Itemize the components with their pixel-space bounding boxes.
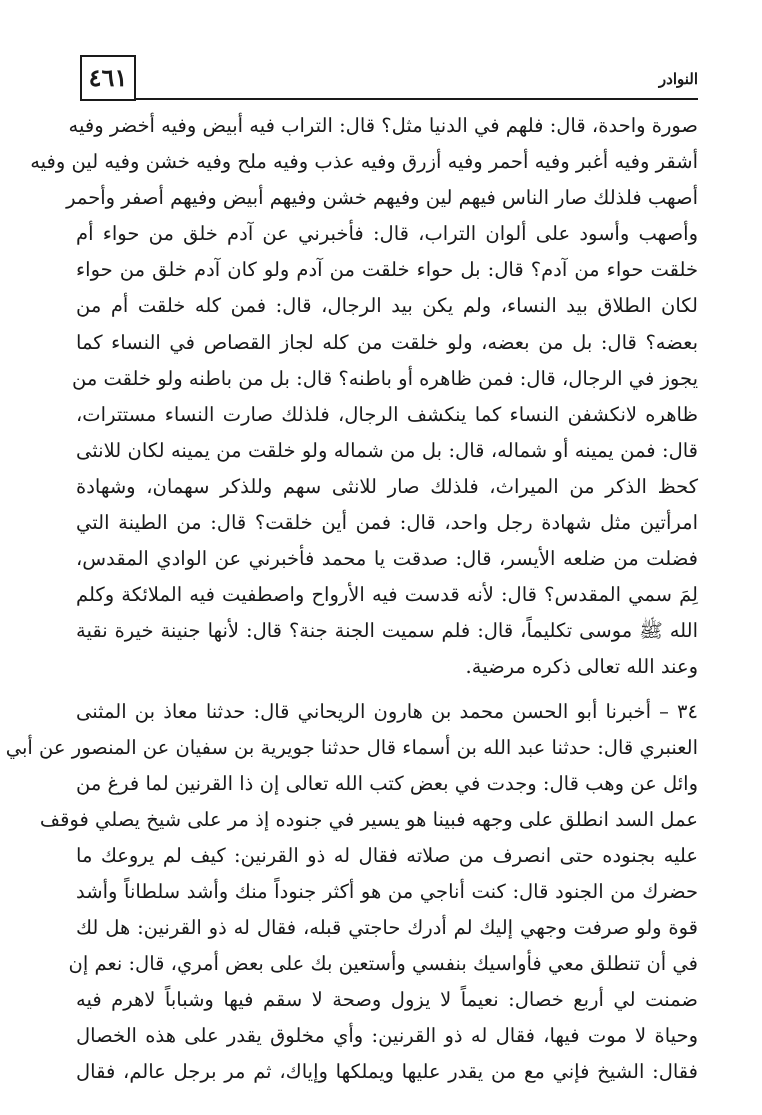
text-line: يجوز في الرجال، قال: فمن ظاهره أو باطنه؟ قال: بل من باطنه ولو خلقت من (72, 366, 698, 390)
text-line: لِمَ سمي المقدس؟ قال: لأنه قدست فيه الأرواح واصطفيت فيه الملائكة وكلم (76, 583, 698, 607)
text-line: وعند الله تعالى ذكره مرضية. (465, 655, 698, 679)
text-line: قال: فمن يمينه أو شماله، قال: بل من شماله ولو خلقت من يمينه لكان للانثى (76, 438, 698, 462)
text-line: أصهب فلذلك صار الناس فيهم لين وفيهم خشن وفيهم أبيض وفيهم أصفر وأحمر (66, 186, 698, 210)
text-line: فضلت من ضلعه الأيسر، قال: صدقت يا محمد فأخبرني عن الوادي المقدس، (76, 547, 698, 571)
text-line: حضرك من الجنود قال: كنت أناجي من هو أكثر جنوداً منك وأشد سلطاناً وأشد (76, 879, 698, 903)
text-line: عمل السد انطلق على وجهه فبينا هو يسير في جنوده إذ مر على شيخ يصلي فوقف (39, 807, 698, 831)
page-number: ٤٦١ (80, 55, 136, 101)
paragraph-2 (5, 694, 698, 1091)
text-line: وأصهب وأسود على ألوان التراب، قال: فأخبرني عن آدم خلق من حواء أم (76, 222, 698, 246)
text-line: بعضه؟ قال: بل من بعضه، ولو خلقت من كله لجاز القصاص في النساء كما (76, 330, 698, 354)
text-line: خلقت حواء من آدم؟ قال: بل حواء خلقت من آدم ولو كان آدم خلق من حواء (76, 258, 698, 282)
text-line: قوة ولو صرفت وجهي إليك لم أدرك حاجتي قبله، فقال له ذو القرنين: هل لك (76, 916, 698, 940)
text-line: لكان الطلاق بيد النساء، ولم يكن بيد الرجال، قال: فمن كله خلقت أم من (76, 294, 698, 318)
text-line: العنبري قال: حدثنا عبد الله بن أسماء قال حدثنا جويرية بن سفيان عن المنصور عن أبي (5, 735, 698, 759)
text-line: أشقر وفيه أغبر وفيه أحمر وفيه أزرق وفيه عذب وفيه ملح وفيه خشن وفيه لين وفيه (30, 150, 698, 174)
header-rule (134, 98, 698, 100)
text-line: ٣٤ – أخبرنا أبو الحسن محمد بن هارون الريحاني قال: حدثنا معاذ بن المثنى (76, 699, 698, 723)
text-line: في أن تنطلق معي فأواسيك بنفسي وأستعين بك على بعض أمري، قال: نعم إن (68, 952, 698, 976)
paragraph-gap (76, 686, 698, 694)
paragraph-1 (30, 108, 698, 686)
text-line: فقال: الشيخ فإني مع من يقدر عليها ويملكها وإياك، ثم مر برجل عالم، فقال (76, 1060, 698, 1084)
running-title: النوادر (658, 70, 698, 88)
text-line: امرأتين مثل شهادة رجل واحد، قال: فمن أين خلقت؟ قال: من الطينة التي (76, 511, 698, 535)
text-line: الله ﷺ موسى تكليماً، قال: فلم سميت الجنة جنة؟ قال: لأنها جنينة خيرة نقية (76, 619, 698, 643)
text-line: ظاهره لانكشفن النساء كما ينكشف الرجال، فلذلك صارت النساء مستترات، (76, 402, 698, 426)
text-line: كحظ الذكر من الميراث، فلذلك صار للانثى سهم وللذكر سهمان، وشهادة (76, 474, 698, 498)
text-line: صورة واحدة، قال: فلهم في الدنيا مثل؟ قال: التراب فيه أبيض وفيه أخضر وفيه (68, 114, 698, 137)
text-line: وائل عن وهب قال: وجدت في بعض كتب الله تعالى إن ذا القرنين لما فرغ من (76, 771, 698, 795)
body-text (5, 108, 698, 1091)
text-line: عليه بجنوده حتى انصرف من صلاته فقال له ذو القرنين: كيف لم يروعك ما (76, 843, 698, 867)
text-line: ضمنت لي أربع خصال: نعيماً لا يزول وصحة لا سقم فيها وشباباً لاهرم فيه (76, 988, 698, 1012)
text-line: وحياة لا موت فيها، فقال له ذو القرنين: وأي مخلوق يقدر على هذه الخصال (76, 1024, 698, 1048)
